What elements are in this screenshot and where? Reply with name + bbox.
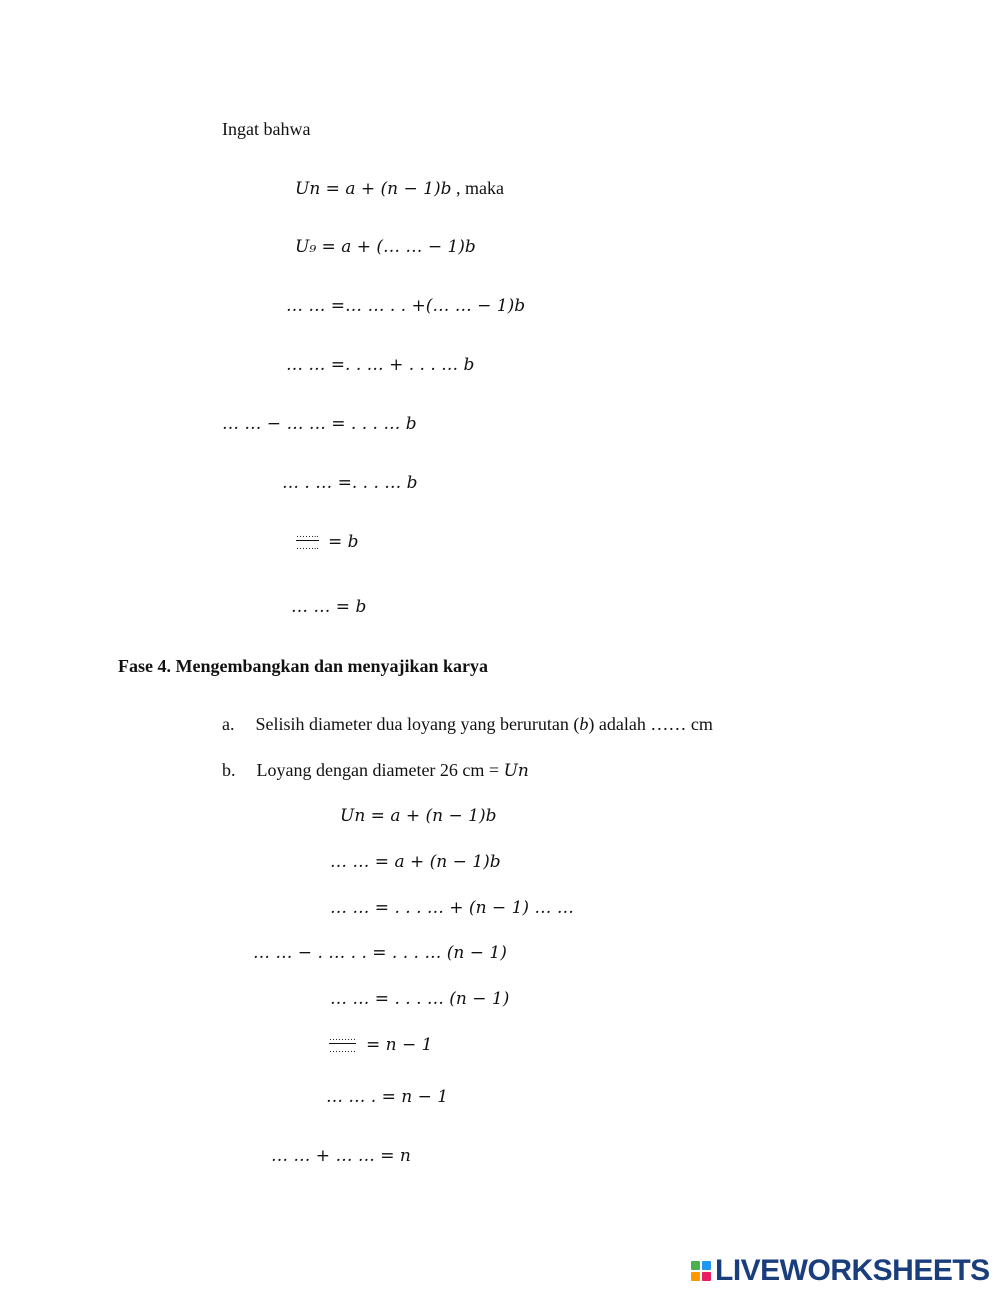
- item-a-var: b: [579, 714, 589, 734]
- phase4-step-5: … … = . . . … (𝑛 − 1): [330, 989, 510, 1009]
- phase4-step-1: 𝑈𝑛 = 𝑎 + (𝑛 − 1)𝑏: [340, 806, 497, 826]
- phase4-fraction: [329, 1033, 356, 1054]
- item-a: [222, 713, 713, 735]
- logo-grid-icon: [691, 1261, 711, 1281]
- item-b-var: 𝑈𝑛: [503, 761, 529, 781]
- item-a-text-after: ) adalah …… cm: [588, 714, 713, 734]
- intro-fraction-denominator: ……..: [296, 541, 319, 551]
- phase4-step-4: … … − . … . . = . . . … (𝑛 − 1): [253, 943, 507, 963]
- item-b: [222, 759, 529, 782]
- phase4-fraction-numerator: ………: [329, 1032, 356, 1042]
- phase4-heading: Fase 4. Mengembangkan dan menyajikan karya: [118, 656, 489, 676]
- item-b-text: Loyang dengan diameter 26 cm =: [256, 760, 504, 780]
- intro-step-5: … . … =. . . … 𝑏: [282, 473, 418, 493]
- item-a-marker: a.: [222, 714, 235, 734]
- phase4-fraction-rhs: = 𝑛 − 1: [366, 1035, 433, 1055]
- intro-step-2: … … =… … . . +(… … − 1)𝑏: [286, 296, 526, 316]
- intro-fraction-numerator: ……..: [296, 529, 319, 539]
- intro-step-1: 𝑈₉ = 𝑎 + (… … − 1)𝑏: [295, 237, 476, 257]
- item-a-text-before: Selisih diameter dua loyang yang berurutan (: [255, 714, 580, 734]
- intro-fraction-rhs: = 𝑏: [328, 532, 359, 552]
- logo-square-icon: [702, 1272, 711, 1281]
- intro-step-3: … … =. . … + . . . … 𝑏: [286, 355, 475, 375]
- intro-label: Ingat bahwa: [222, 119, 311, 139]
- logo-square-icon: [691, 1261, 700, 1270]
- logo-text: LIVEWORKSHEETS: [715, 1254, 990, 1287]
- intro-step-4: … … − … … = . . . … 𝑏: [222, 414, 417, 434]
- logo-square-icon: [702, 1261, 711, 1270]
- intro-fraction: [296, 530, 319, 551]
- phase4-final: … … + … … = 𝑛: [271, 1146, 411, 1166]
- intro-final: … … = 𝑏: [291, 597, 367, 617]
- formula-general-row: [295, 177, 504, 200]
- phase4-fraction-denominator: ………: [329, 1044, 356, 1054]
- item-b-marker: b.: [222, 760, 236, 780]
- phase4-step-after-fraction: … … . = 𝑛 − 1: [326, 1087, 449, 1107]
- logo-square-icon: [691, 1272, 700, 1281]
- liveworksheets-logo: [691, 1254, 990, 1288]
- phase4-step-3: … … = . . . … + (𝑛 − 1) … …: [330, 898, 574, 918]
- phase4-step-2: … … = 𝑎 + (𝑛 − 1)𝑏: [330, 852, 501, 872]
- formula-general: 𝑈𝑛 = 𝑎 + (𝑛 − 1)𝑏: [295, 179, 452, 199]
- formula-suffix: , maka: [455, 178, 504, 198]
